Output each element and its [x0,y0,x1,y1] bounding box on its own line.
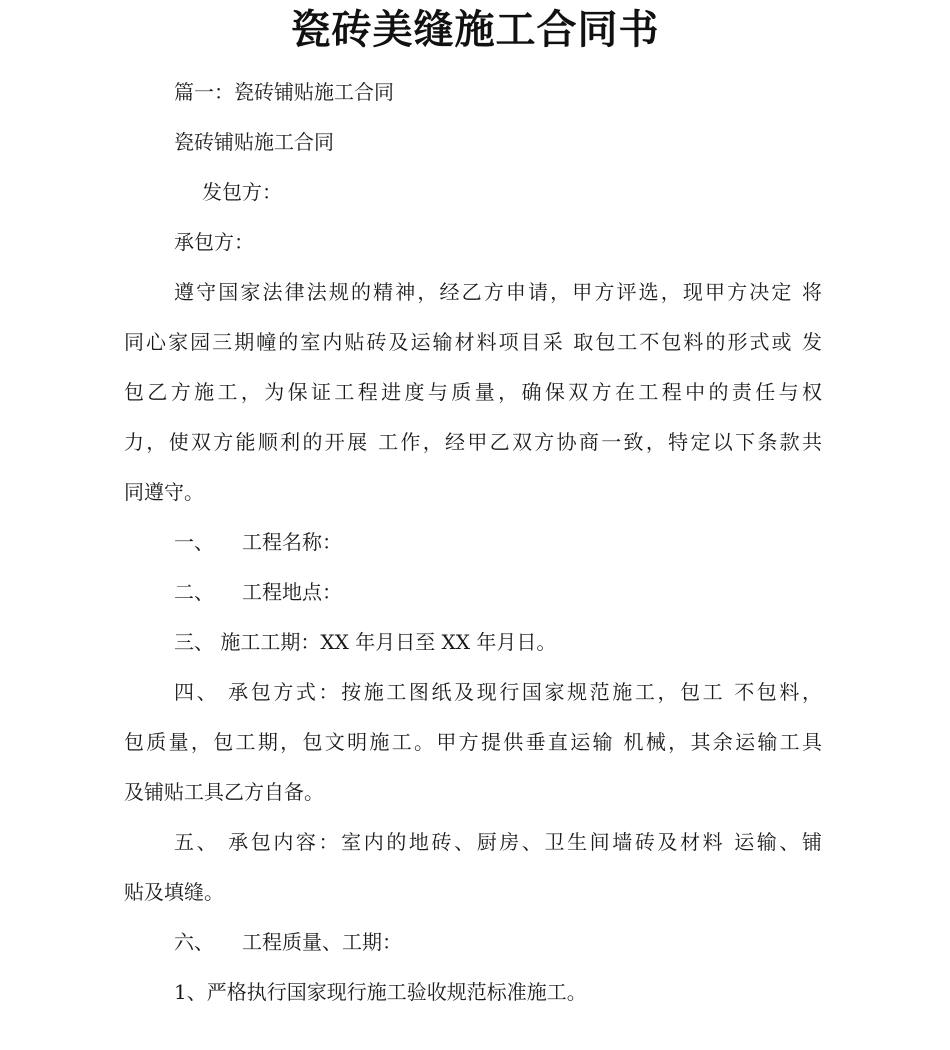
paragraph-line: 遵守国家法律法规的精神，经乙方申请，甲方评选，现甲方决定 将 [174,280,822,304]
paragraph-line: 包质量，包工期，包文明施工。甲方提供垂直运输 机械，其余运输工具 [124,730,822,754]
contract-subtitle: 瓷砖铺贴施工合同 [174,130,334,154]
paragraph-line: 同遵守。 [124,480,204,504]
clause-number: 六、 [174,930,214,954]
clause-number: 二、 [174,580,214,604]
paragraph-line: 及铺贴工具乙方自备。 [124,780,324,804]
contractor-label: 承包方： [174,230,254,254]
clause-contract-method: 四、 承包方式：按施工图纸及现行国家规范施工，包工 不包料， [174,680,822,704]
section-heading: 篇一：瓷砖铺贴施工合同 [174,80,394,104]
document-title: 瓷砖美缝施工合同书 [290,7,660,53]
employer-label: 发包方： [202,180,282,204]
clause-item: 1、严格执行国家现行施工验收规范标准施工。 [174,980,587,1004]
clause-contract-scope: 五、 承包内容：室内的地砖、厨房、卫生间墙砖及材料 运输、铺 [174,830,822,854]
paragraph-line: 包乙方施工，为保证工程进度与质量，确保双方在工程中的责任与权 [124,380,822,404]
clause-number: 一、 [174,530,214,554]
paragraph-line: 贴及填缝。 [124,880,224,904]
clause-text: 工程地点： [242,580,342,604]
paragraph-line: 同心家园三期幢的室内贴砖及运输材料项目采 取包工不包料的形式或 发 [124,330,822,354]
clause-text: 工程名称： [242,530,342,554]
paragraph-line: 力，使双方能顺利的开展 工作，经甲乙双方协商一致，特定以下条款共 [124,430,822,454]
clause-text: 工程质量、工期： [242,930,402,954]
clause-construction-period: 三、 施工工期：XX 年月日至 XX 年月日。 [174,630,557,654]
